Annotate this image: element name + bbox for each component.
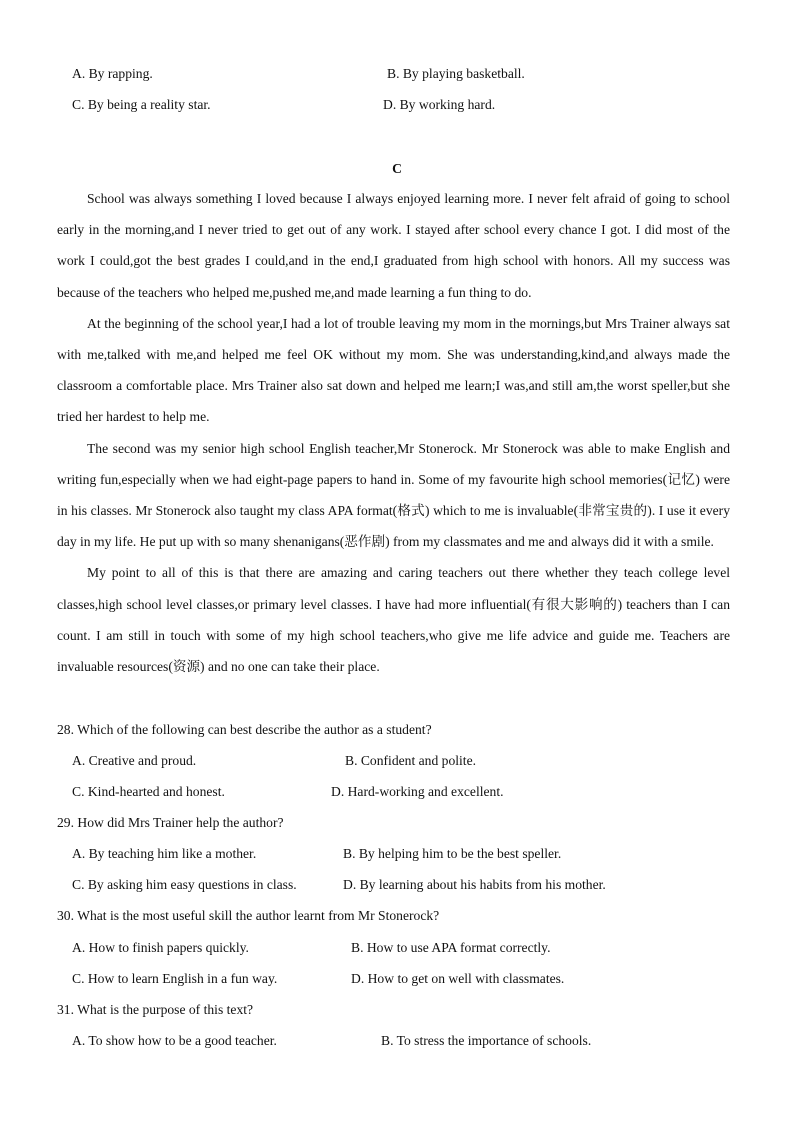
- option-a: A. How to finish papers quickly.: [72, 940, 249, 955]
- option-b: B. Confident and polite.: [345, 753, 477, 768]
- prev-options-row-2: [0, 89, 794, 120]
- question-28-options-row-1: [0, 745, 794, 776]
- question-stem: 30. What is the most useful skill the author learnt from Mr Stonerock?: [57, 908, 440, 923]
- question-28-options-row-2: [0, 776, 794, 807]
- prev-options-row-1: [0, 58, 794, 89]
- passage-paragraph: The second was my senior high school English teacher,Mr Stonerock. Mr Stonerock was able to make English and writing fun,especially when we had eight-page papers to hand in. Some of my favourite high school memories(记忆) were in his classes. Mr Stonerock also taught my class APA format(格式) which to me is invaluable(非常宝贵的). I use it every day in my life. He put up with so many shenanigans(恶作剧) from my classmates and me and always did it with a smile.: [57, 440, 730, 550]
- option-b: B. To stress the importance of schools.: [381, 1033, 592, 1048]
- question-29-options-row-2: [0, 869, 794, 900]
- prev-option-d: D. By working hard.: [383, 97, 496, 112]
- question-30: [0, 900, 794, 931]
- option-b: B. By helping him to be the best speller.: [343, 846, 562, 861]
- question-29-options-row-1: [0, 838, 794, 869]
- option-a: A. Creative and proud.: [72, 753, 197, 768]
- option-d: D. By learning about his habits from his mother.: [343, 877, 606, 892]
- passage-paragraph: At the beginning of the school year,I had a lot of trouble leaving my mom in the mornings,but Mrs Trainer always sat with me,talked with me,and helped me feel OK without my mom. She was understanding,kind,and always made the classroom a comfortable place. Mrs Trainer also sat down and helped me learn;I was,and still am,the worst speller,but she tried her hardest to help me.: [57, 315, 730, 425]
- option-b: B. How to use APA format correctly.: [351, 940, 551, 955]
- prev-option-b: B. By playing basketball.: [387, 66, 525, 81]
- question-stem: 28. Which of the following can best describe the author as a student?: [57, 722, 432, 737]
- passage-paragraph: My point to all of this is that there are amazing and caring teachers out there whether they teach college level classes,high school level classes,or primary level classes. I have had more influential(有很大影响的) teachers than I can count. I am still in touch with some of my high school teachers,who give me life advice and guide me. Teachers are invaluable resources(资源) and no one can take their place.: [57, 565, 730, 675]
- question-stem: 31. What is the purpose of this text?: [57, 1002, 254, 1017]
- option-a: A. To show how to be a good teacher.: [72, 1033, 277, 1048]
- question-31-options-row-1: [0, 1025, 794, 1056]
- question-29: [0, 807, 794, 838]
- option-c: C. How to learn English in a fun way.: [72, 971, 278, 986]
- question-28: [0, 714, 794, 745]
- question-30-options-row-2: [0, 963, 794, 994]
- option-c: C. Kind-hearted and honest.: [72, 784, 225, 799]
- option-d: D. How to get on well with classmates.: [351, 971, 565, 986]
- option-d: D. Hard-working and excellent.: [331, 784, 504, 799]
- option-a: A. By teaching him like a mother.: [72, 846, 257, 861]
- option-c: C. By asking him easy questions in class.: [72, 877, 297, 892]
- question-stem: 29. How did Mrs Trainer help the author?: [57, 815, 284, 830]
- question-31: [0, 994, 794, 1025]
- reading-passage: [57, 183, 730, 682]
- question-30-options-row-1: [0, 932, 794, 963]
- section-label: C: [392, 161, 402, 176]
- prev-option-a: A. By rapping.: [72, 66, 153, 81]
- passage-paragraph: School was always something I loved because I always enjoyed learning more. I never felt afraid of going to school early in the morning,and I never tried to get out of any work. I stayed after school every chance I got. I did most of the work I could,got the best grades I could,and in the end,I graduated from high school with honors. All my success was because of the teachers who helped me,pushed me,and made learning a fun thing to do.: [57, 191, 730, 300]
- prev-option-c: C. By being a reality star.: [72, 97, 211, 112]
